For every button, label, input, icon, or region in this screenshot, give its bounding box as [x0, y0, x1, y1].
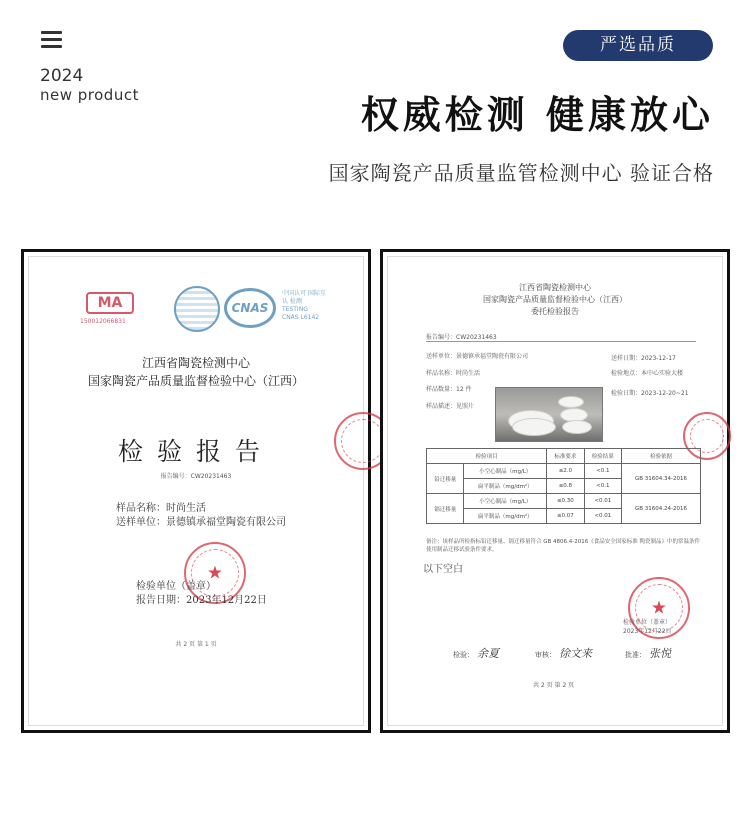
org-name-2: 国家陶瓷产品质量监督检验中心（江西）: [87, 374, 304, 388]
report-date: 报告日期：2023年12月22日: [136, 595, 267, 606]
org-name-1: 江西省陶瓷检测中心: [519, 283, 591, 292]
cnas-text: 中国认可 国际互认 检测 TESTING CNAS L6142: [282, 290, 326, 321]
sender-unit: 送样单位：景德镇承福堂陶瓷有限公司: [426, 353, 529, 360]
cma-logo: MA: [86, 292, 134, 314]
seal-date: 2023年12月22日: [623, 628, 672, 635]
cnas-logo: CNAS: [224, 288, 276, 328]
page-info: 共 2 页 第 2 页: [533, 682, 575, 689]
reviewer-signature: 审核： 徐文来: [535, 647, 592, 660]
test-date: 检验日期：2023-12-20~21: [611, 390, 689, 397]
divider: [426, 341, 696, 342]
quality-badge: 严选品质: [563, 30, 713, 61]
official-seal-stamp: ★: [628, 577, 690, 639]
sample-quantity: 样品数量：12 件: [426, 386, 472, 393]
table-row: 扁平制品（mg/dm²） ≤0.8 <0.1: [427, 479, 701, 494]
sample-photo: [495, 387, 603, 442]
page-info: 共 2 页 第 1 页: [175, 641, 217, 648]
subheadline: 国家陶瓷产品质量监管检测中心 验证合格: [328, 161, 714, 185]
remarks: 备注：该样品所检指标铅迁移量、镉迁移量符合 GB 4806.4-2016《食品安全国家标准 陶瓷制品》中的常温条件使用制品迁移试验条件要求。: [426, 539, 701, 553]
report-number: 报告编号：CW20231463: [160, 473, 232, 480]
table-row: 扁平制品（mg/dm²） ≤0.07 <0.01: [427, 509, 701, 524]
report-type: 委托检验报告: [531, 307, 579, 316]
sender-unit: 送样单位：景德镇承福堂陶瓷有限公司: [116, 517, 286, 528]
org-name-2: 国家陶瓷产品质量监督检验中心（江西）: [483, 295, 627, 304]
sample-name: 样品名称：时尚生活: [116, 503, 206, 514]
inspector-unit: 检验单位（盖章）: [136, 581, 216, 592]
table-row: 铅迁移量 小空心制品（mg/L） ≤2.0 <0.1 GB 31604.34-2016: [427, 464, 701, 479]
ilac-logo: [174, 286, 220, 332]
cma-number: 150012066831: [80, 318, 126, 325]
approver-signature: 批准： 张悦: [625, 647, 671, 660]
report-title: 检验报告: [117, 437, 274, 466]
blank-marker: 以下空白: [423, 564, 463, 575]
table-row: 镉迁移量 小空心制品（mg/L） ≤0.30 <0.01 GB 31604.24-2016: [427, 494, 701, 509]
tagline: new product: [40, 86, 139, 104]
sample-description: 样品描述：见照片: [426, 403, 475, 410]
report-cover-document: [21, 249, 371, 733]
headline: 权威检测 健康放心: [360, 93, 714, 137]
sample-name: 样品名称：时尚生活: [426, 370, 481, 377]
year-label: 2024: [40, 66, 84, 86]
certification-logos: [74, 282, 344, 334]
test-results-table: [426, 448, 701, 524]
table-header-row: 检验项目 标准要求 检验结果 检验依据: [427, 449, 701, 464]
inspector-signature: 检验： 余夏: [453, 647, 499, 660]
org-name-1: 江西省陶瓷检测中心: [141, 356, 250, 370]
menu-icon[interactable]: [41, 31, 62, 48]
send-date: 送样日期：2023-12-17: [611, 355, 676, 362]
official-seal-stamp: ★: [184, 542, 246, 604]
report-detail-document: [380, 249, 730, 733]
seal-text: 检验单位（盖章）: [623, 619, 672, 626]
test-place: 检验地点：本中心实验大楼: [611, 370, 684, 377]
report-number: 报告编号：CW20231463: [426, 334, 497, 341]
